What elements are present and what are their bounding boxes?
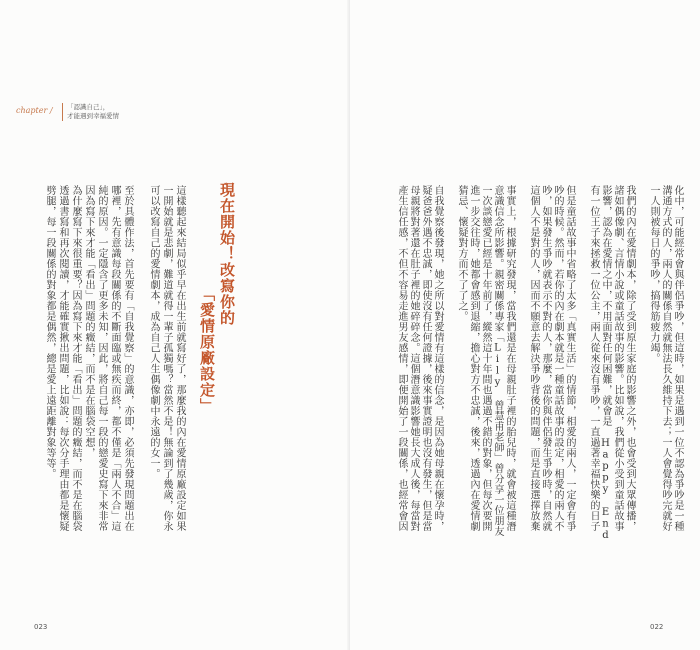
section-heading-line2: 「愛情原廠設定」 bbox=[198, 286, 216, 414]
text-column: 一次談戀愛已經是十年前了，縱然這十年間也遇過不錯的對象，但每次要開 bbox=[480, 185, 491, 532]
text-column: 一開始就是悲劇，難道就得一輩子孤獨嗎？當然不是！無論到了幾歲，你永 bbox=[161, 185, 172, 532]
text-column: 因為寫下來才能「看出」問題的癥結，而不是在腦袋空想， bbox=[83, 185, 94, 458]
text-column: 吵，如果發生爭吵就表示不對的人，那麼，當你與伴侶發生爭吵時，自然就 bbox=[540, 185, 551, 532]
text-column: 化中，可能經常會與伴侶爭吵，但這時，如果是遇到一位不認為爭吵是一種 bbox=[672, 185, 683, 532]
text-column: 哪裡，先有意識每段關係的不斷面臨或無疾而終，都不僅是「兩人不合」這 bbox=[109, 185, 120, 532]
text-column: 事實上，根據研究發現，當我們還是在母親肚子裡的胎兒時，就會被這種潛 bbox=[504, 185, 515, 532]
text-column: 進一步交往時，她都會感到退縮，擔心對方不忠誠，後來，透過內在愛情劇 bbox=[468, 185, 479, 532]
text-column: 純的原因。一定隱含了更多未知，因此，將自己每一段的戀愛史寫下來非常 bbox=[96, 185, 107, 532]
text-column: 可以改寫自己的愛情劇本，成為自己人生偶像劇中永遠的女一。 bbox=[148, 185, 159, 479]
text-column: 溝通方式的人，兩人的關係自然就無法長久維持下去；一人會覺得吵完就好 bbox=[660, 185, 671, 532]
text-column: 有一位王子來拯救一位公主，兩人從來沒有爭吵，一直過著幸福快樂的日子 bbox=[588, 185, 599, 532]
text-column: 一人則被每日的爭吵，搞得筋疲力竭。 bbox=[648, 185, 659, 364]
page-number-right: 022 bbox=[650, 623, 664, 631]
text-column: 為什麼寫下來很重要？因為寫下來才能「看出」問題的癥結，而不是在腦袋 bbox=[70, 185, 81, 532]
text-column: 產生信任感，不但不容易走進男友感情，即便開始了一段關係，也經常會因 bbox=[396, 185, 407, 532]
text-column: 至於具體作法，首先要有「自我覺察」的意識，亦即，必須先發現問題出在 bbox=[122, 185, 133, 532]
chapter-title-line1: 「認識自己」， bbox=[67, 103, 110, 111]
page-number-left: 023 bbox=[34, 623, 48, 631]
text-column: 影響，認為在愛情之中，不用面對任何困難，就會是 Happy End bbox=[600, 185, 611, 542]
text-column: 自我覺察後發現，她之所以對愛情有這樣的信念，是因為她母親在懷孕時， bbox=[432, 185, 443, 532]
text-column: 劈腿，每一段關係的對象都是偶然，總是愛上遠距離對象等等。 bbox=[44, 185, 55, 479]
text-column: 這樣聽起來結局似乎早在出生前就寫好了，那麼我的內在愛情原廠設定如果 bbox=[174, 185, 185, 532]
text-column: 我們的內在愛情劇本，除了受到原生家庭的影響之外，也會受到大眾傳播， bbox=[624, 185, 635, 532]
text-column: 母親將對著還在肚子裡的她碎碎念。這個潛意識影響她長大成人後，每當對 bbox=[408, 185, 419, 532]
text-column: 諸如偶像劇、言情小說或童話故事的影響。比如說，我們從小受到童話故事 bbox=[612, 185, 623, 532]
chapter-title-line2: 才能遇到幸福愛情 bbox=[67, 112, 119, 120]
chapter-tag: chapter / bbox=[16, 106, 53, 115]
section-heading-line1: 現在開始！改寫你的 bbox=[218, 182, 236, 326]
text-column: 吵的時候。然而，若你的內在劇本就是一種童話故事的設定，相愛的兩人不 bbox=[552, 185, 563, 532]
chapter-title bbox=[62, 103, 119, 121]
text-column: 疑爸爸外遇不忠誠，即使沒有任何證據，後來事實證明也沒有發生，但是當 bbox=[420, 185, 431, 532]
text-column: 猜忌、懷疑對方而不了了之。 bbox=[456, 185, 467, 322]
text-column: 透過書寫和再次閱讀，才能確實揪出問題，比如說：每次分手理由都是懷疑 bbox=[57, 185, 68, 532]
text-column: 但是童話故事中省略了太多「真實生活」的情節，相愛的兩人，一定會有爭 bbox=[564, 185, 575, 532]
text-column: 這個人不是對的人，因而不願意去解決爭吵背後的問題，而是直接選擇放棄 bbox=[528, 185, 539, 532]
right-page bbox=[350, 0, 700, 650]
text-column: 意識信念所影響。親密關係專家「Lily 曾慧甫老師」曾分享一位朋友 bbox=[492, 185, 503, 537]
